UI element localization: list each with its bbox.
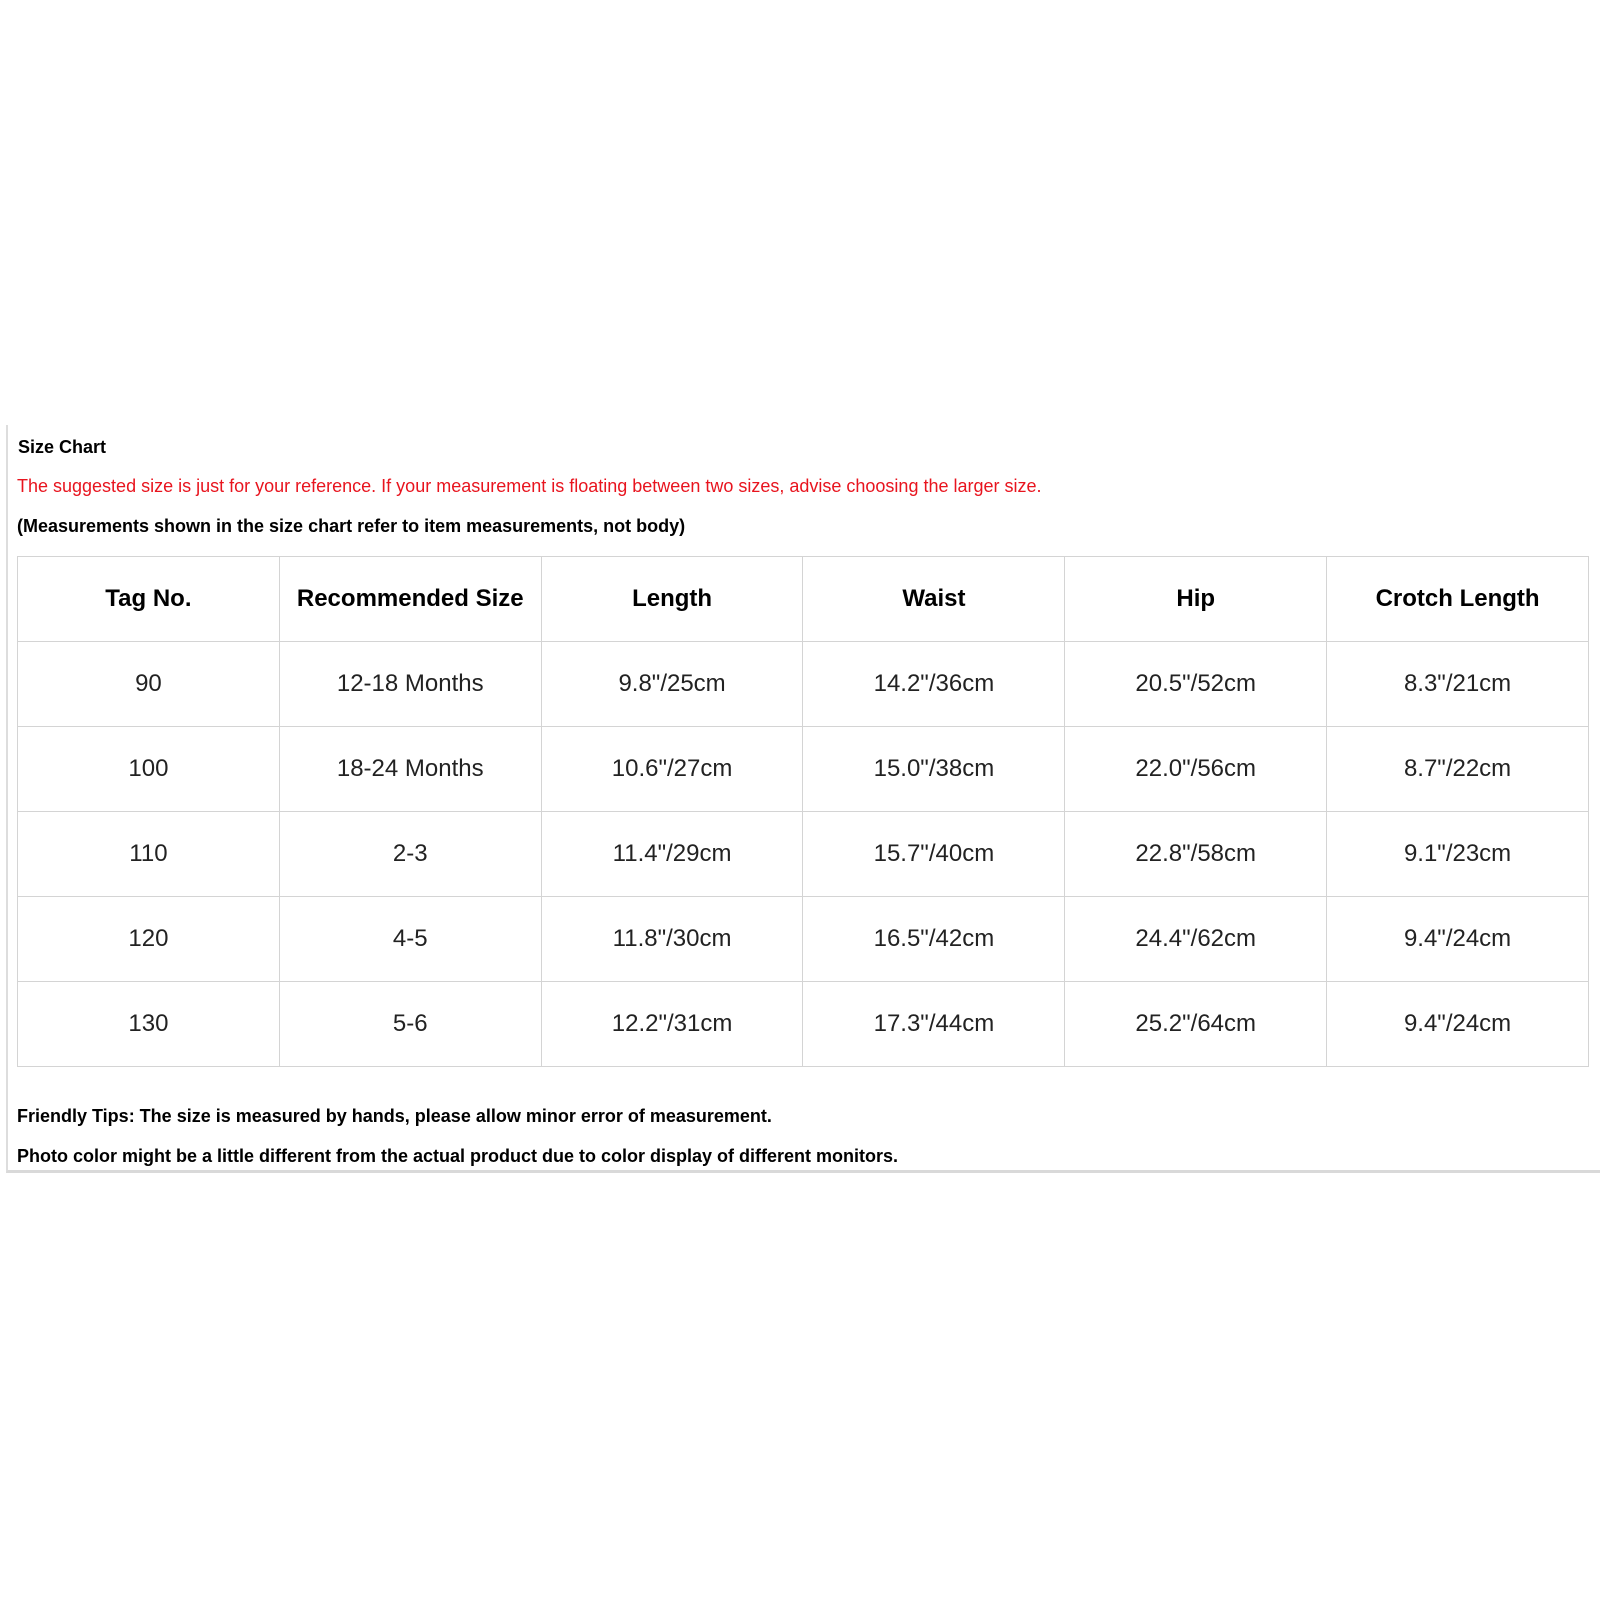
cell-hip: 20.5"/52cm <box>1065 642 1327 727</box>
cell-hip: 25.2"/64cm <box>1065 982 1327 1067</box>
cell-recommended-size: 18-24 Months <box>279 727 541 812</box>
header-waist: Waist <box>803 557 1065 642</box>
cell-waist: 16.5"/42cm <box>803 897 1065 982</box>
cell-hip: 22.8"/58cm <box>1065 812 1327 897</box>
table-row <box>18 982 1589 1067</box>
measurement-note: (Measurements shown in the size chart refer to item measurements, not body) <box>17 516 686 536</box>
cell-crotch-length: 8.7"/22cm <box>1327 727 1589 812</box>
cell-waist: 17.3"/44cm <box>803 982 1065 1067</box>
cell-crotch-length: 9.1"/23cm <box>1327 812 1589 897</box>
cell-recommended-size: 5-6 <box>279 982 541 1067</box>
header-hip: Hip <box>1065 557 1327 642</box>
cell-length: 11.4"/29cm <box>541 812 803 897</box>
cell-waist: 14.2"/36cm <box>803 642 1065 727</box>
cell-length: 9.8"/25cm <box>541 642 803 727</box>
cell-recommended-size: 4-5 <box>279 897 541 982</box>
header-tag-no: Tag No. <box>18 557 280 642</box>
cell-tag-no: 130 <box>18 982 280 1067</box>
color-disclaimer: Photo color might be a little different from the actual product due to color display of different monitors. <box>17 1146 899 1166</box>
table-row <box>18 812 1589 897</box>
table-row <box>18 897 1589 982</box>
cell-recommended-size: 12-18 Months <box>279 642 541 727</box>
cell-length: 12.2"/31cm <box>541 982 803 1067</box>
cell-waist: 15.0"/38cm <box>803 727 1065 812</box>
cell-crotch-length: 9.4"/24cm <box>1327 897 1589 982</box>
reference-note: The suggested size is just for your reference. If your measurement is floating between two sizes, advise choosing the larger size. <box>17 476 1042 496</box>
cell-crotch-length: 8.3"/21cm <box>1327 642 1589 727</box>
header-crotch-length: Crotch Length <box>1327 557 1589 642</box>
cell-tag-no: 110 <box>18 812 280 897</box>
cell-crotch-length: 9.4"/24cm <box>1327 982 1589 1067</box>
cell-tag-no: 90 <box>18 642 280 727</box>
cell-tag-no: 120 <box>18 897 280 982</box>
cell-recommended-size: 2-3 <box>279 812 541 897</box>
header-length: Length <box>541 557 803 642</box>
cell-waist: 15.7"/40cm <box>803 812 1065 897</box>
friendly-tip: Friendly Tips: The size is measured by hands, please allow minor error of measurement. <box>17 1106 772 1126</box>
cell-hip: 24.4"/62cm <box>1065 897 1327 982</box>
cell-hip: 22.0"/56cm <box>1065 727 1327 812</box>
table-row <box>18 642 1589 727</box>
size-table <box>17 556 1589 1067</box>
size-chart-panel <box>6 425 1600 1173</box>
cell-length: 10.6"/27cm <box>541 727 803 812</box>
cell-length: 11.8"/30cm <box>541 897 803 982</box>
header-recommended-size: Recommended Size <box>279 557 541 642</box>
cell-tag-no: 100 <box>18 727 280 812</box>
table-row <box>18 727 1589 812</box>
table-header-row <box>18 557 1589 642</box>
size-chart-title: Size Chart <box>18 437 107 457</box>
